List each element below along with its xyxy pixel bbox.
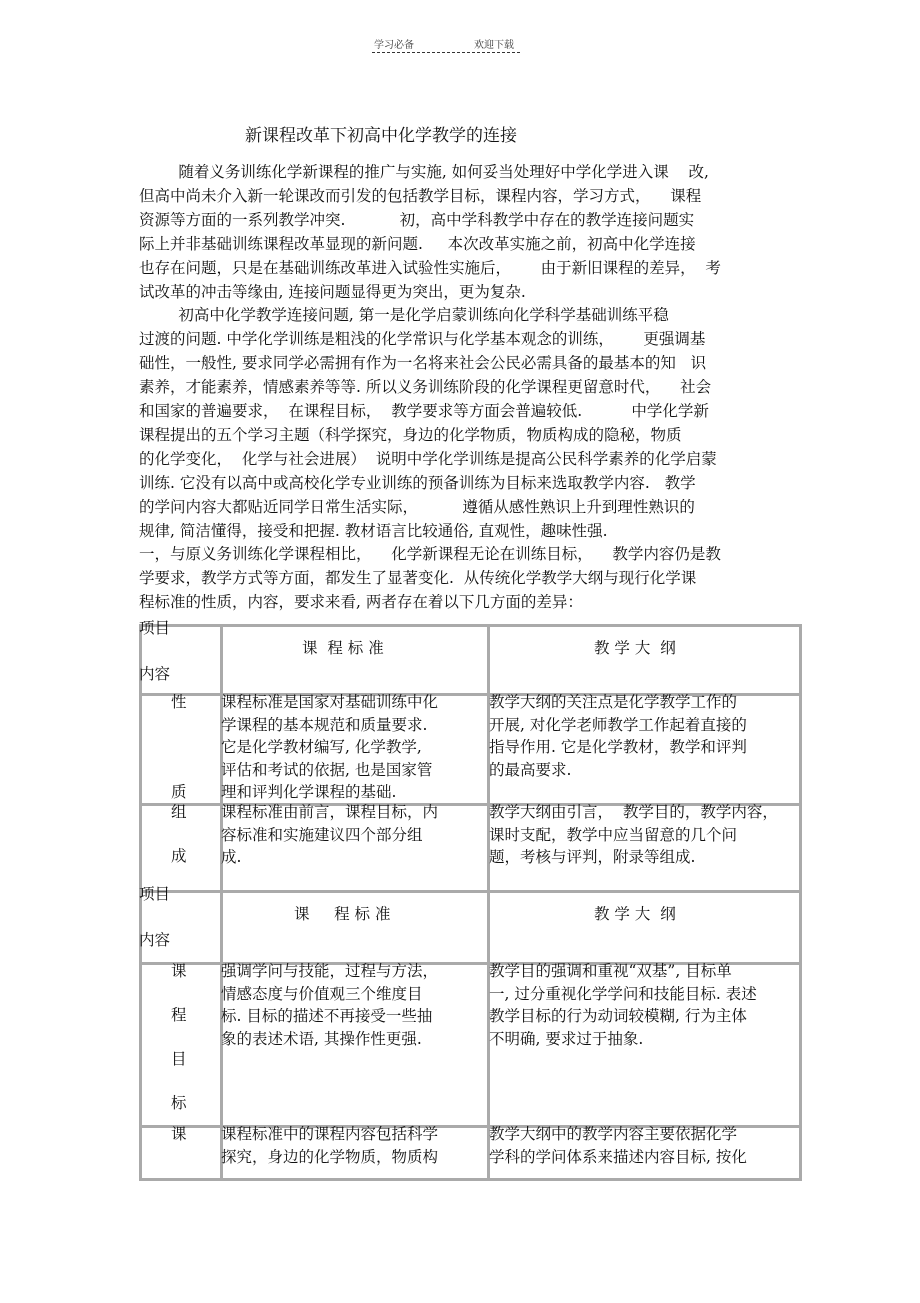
standard-cell-line: 象的表述术语, 其操作性更强.: [221, 1029, 422, 1048]
syllabus-cell-line: 不明确, 要求过于抽象.: [489, 1029, 644, 1048]
body-text-line: 过渡的问题. 中学化学训练是粗浅的化学常识与化学基本观念的训练， 更强调基: [139, 330, 706, 349]
standard-cell-line: 标. 目标的描述不再接受一些抽: [221, 1007, 433, 1025]
row-label: 程: [171, 1006, 187, 1024]
syllabus-cell-line: 指导作用. 它是化学教材，教学和评判: [489, 738, 747, 756]
row-label: 成: [171, 847, 187, 865]
corner-label-content: 内容: [139, 931, 171, 949]
standard-cell-line: 课程标准中的课程内容包括科学: [221, 1125, 439, 1143]
syllabus-cell-line: 题，考核与评判，附录等组成.: [489, 848, 696, 866]
syllabus-cell-line: 的最高要求.: [489, 760, 572, 779]
table-row-divider: [139, 624, 802, 627]
body-text-line: 际上并非基础训练课程改革显现的新问题. 本次改革实施之前，初高中化学连接: [139, 234, 696, 253]
row-label: 课: [171, 1125, 187, 1143]
column-header-syllabus: 教 学 大 纲: [594, 639, 676, 657]
row-label: 质: [171, 783, 187, 801]
row-label: 性: [171, 693, 187, 711]
column-header-standard: 课 程 标 准: [302, 639, 384, 657]
body-text-line: 课程提出的五个学习主题（科学探究，身边的化学物质，物质构成的隐秘，物质: [139, 425, 682, 444]
row-label: 课: [171, 962, 187, 980]
document-title: 新课程改革下初高中化学教学的连接: [245, 126, 517, 146]
table-row-divider: [139, 890, 802, 893]
body-text-line: 训练. 它没有以高中或高校化学专业训练的预备训练为目标来选取教学内容. 教学: [139, 473, 696, 492]
body-text-line: 初高中化学教学连接问题, 第一是化学启蒙训练向化学科学基础训练平稳: [139, 306, 669, 325]
body-text-line: 的化学变化， 化学与社会进展） 说明中学化学训练是提高公民科学素养的化学启蒙: [139, 449, 717, 468]
corner-label-content: 内容: [139, 665, 171, 683]
row-label: 组: [171, 803, 187, 821]
header-left-text: 学习必备: [374, 40, 414, 51]
syllabus-cell-line: 课时支配，教学中应当留意的几个问: [489, 825, 738, 844]
standard-cell-line: 探究，身边的化学物质，物质构: [221, 1147, 439, 1166]
standard-cell-line: 理和评判化学课程的基础.: [221, 783, 397, 801]
column-header-standard: 课 程 标 准: [294, 905, 391, 923]
standard-cell-line: 成.: [221, 848, 242, 866]
syllabus-cell-line: 学科的学问体系来描述内容目标, 按化: [489, 1147, 747, 1166]
syllabus-cell-line: 开展, 对化学老师教学工作起着直接的: [489, 715, 747, 734]
body-text-line: 的学问内容大都贴近同学日常生活实际， 遵循从感性熟识上升到理性熟识的: [139, 497, 695, 516]
syllabus-cell-line: 教学目标的行为动词较模糊, 行为主体: [489, 1007, 747, 1025]
syllabus-cell-line: 教学大纲由引言， 教学目的，教学内容，: [489, 803, 778, 821]
body-text-line: 资源等方面的一系列教学冲突. 初，高中学科教学中存在的教学连接问题实: [139, 210, 695, 229]
row-label: 目: [171, 1050, 187, 1068]
standard-cell-line: 课程标准由前言，课程目标，内: [221, 803, 439, 821]
standard-cell-line: 课程标准是国家对基础训练中化: [221, 693, 439, 711]
body-text-line: 础性，一般性, 要求同学必需拥有作为一名将来社会公民必需具备的最基本的知 识: [139, 354, 707, 373]
body-text-line: 一，与原义务训练化学课程相比， 化学新课程无论在训练目标， 教学内容仍是教: [139, 545, 721, 564]
body-text-line: 试改革的冲击等缘由, 连接问题显得更为突出，更为复杂.: [139, 282, 526, 301]
comparison-table: [139, 619, 802, 1181]
body-text-line: 也存在问题，只是在基础训练改革进入试验性实施后， 由于新旧课程的差异， 考: [139, 258, 721, 277]
syllabus-cell-line: 教学大纲中的教学内容主要依据化学: [489, 1125, 738, 1143]
standard-cell-line: 学课程的基本规范和质量要求.: [221, 715, 428, 734]
standard-cell-line: 评估和考试的依据, 也是国家管: [221, 760, 433, 779]
corner-label-item: 项目: [139, 619, 171, 637]
row-label: 标: [171, 1094, 187, 1112]
standard-cell-line: 强调学问与技能，过程与方法，: [221, 962, 439, 980]
table-column-divider: [799, 624, 802, 1178]
corner-label-item: 项目: [139, 885, 171, 903]
standard-cell-line: 它是化学教材编写, 化学教学,: [221, 738, 422, 756]
standard-cell-line: 容标准和实施建议四个部分组: [221, 825, 423, 844]
body-text-line: 但高中尚未介入新一轮课改而引发的包括教学目标，课程内容，学习方式， 课程: [139, 186, 702, 205]
header-divider: [372, 52, 520, 53]
syllabus-cell-line: 教学目的强调和重视“双基”, 目标单: [489, 962, 732, 980]
body-text-line: 学要求，教学方式等方面，都发生了显著变化. 从传统化学教学大纲与现行化学课: [139, 569, 697, 588]
standard-cell-line: 情感态度与价值观三个维度目: [221, 984, 423, 1003]
column-header-syllabus: 教 学 大 纲: [594, 905, 676, 923]
body-text-line: 素养，才能素养，情感素养等等. 所以义务训练阶段的化学课程更留意时代， 社会: [139, 378, 712, 397]
syllabus-cell-line: 教学大纲的关注点是化学教学工作的: [489, 693, 738, 711]
header-right-text: 欢迎下载: [474, 40, 514, 51]
body-text-line: 规律, 简洁懂得，接受和把握. 教材语言比较通俗, 直观性，趣味性强.: [139, 521, 608, 540]
body-text-line: 程标准的性质，内容，要求来看, 两者存在着以下几方面的差异：: [139, 593, 583, 612]
body-text-line: 随着义务训练化学新课程的推广与实施, 如何妥当处理好中学化学进入课 改,: [139, 163, 709, 181]
syllabus-cell-line: 一, 过分重视化学学问和技能目标. 表述: [489, 984, 757, 1003]
body-text-line: 和国家的普遍要求， 在课程目标， 教学要求等方面会普遍较低. 中学化学新: [139, 402, 709, 420]
